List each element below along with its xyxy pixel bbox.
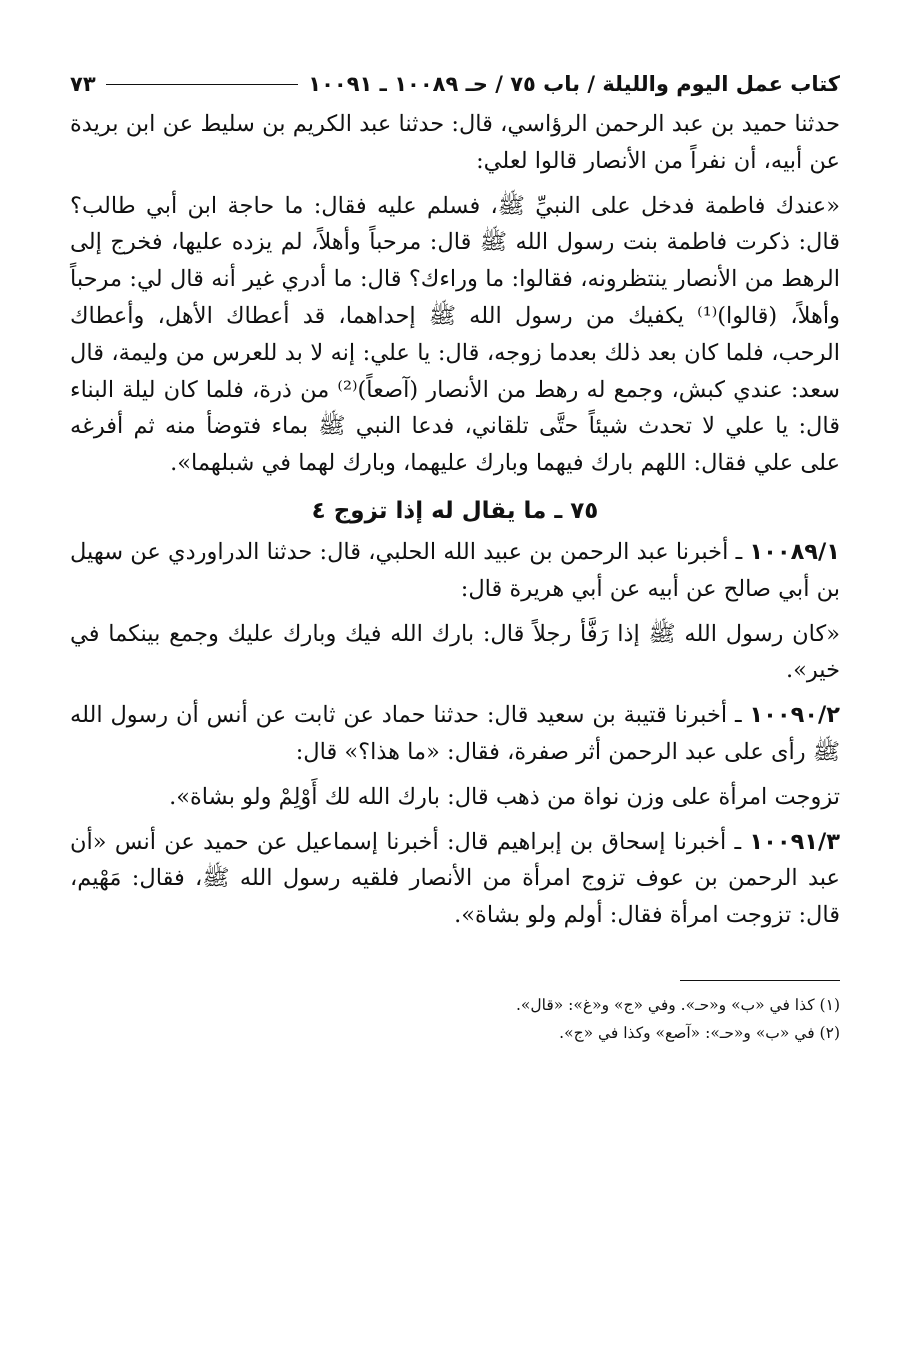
hadith-chain-text: ـ أخبرنا عبد الرحمن بن عبيد الله الحلبي، قال: حدثنا الدراوردي عن سهيل بن أبي صالح عن أبيه عن أبي هريرة قال: [70,538,840,602]
hadith-number: ١٠٠٩١/٣ [749,828,840,855]
hadith-chain [70,697,840,771]
hadith-chain-text: ـ أخبرنا إسحاق بن إبراهيم قال: أخبرنا إسماعيل عن حميد عن أنس «أن عبد الرحمن بن عوف تزوج امرأة من الأنصار فلقيه رسول الله ﷺ، فقال: مَهْيم، قال: تزوجت امرأة فقال: أولم ولو بشاة». [70,828,840,929]
hadith-text: تزوجت امرأة على وزن نواة من ذهب قال: بارك الله لك أَوْلِمْ ولو بشاة». [169,783,840,810]
intro-chain-paragraph: حدثنا حميد بن عبد الرحمن الرؤاسي، قال: حدثنا عبد الكريم بن سليط عن ابن بريدة عن أبيه، أن نفراً من الأنصار قالوا لعلي: [70,111,840,174]
hadith-entry [70,697,840,815]
hadith-chain [70,824,840,934]
section-heading: ٧٥ ـ ما يقال له إذا تزوج ٤ [311,497,599,524]
book-page [70,62,840,1047]
footnote: (٢) في «ب» و«حـ»: «آصع» وكذا في «ج». [559,1023,840,1042]
footnote: (١) كذا في «ب» و«حـ». وفي «ج» و«غ»: «قال». [515,995,840,1014]
intro-hadith-text: «عندك فاطمة فدخل على النبيِّ ﷺ، فسلم عليه فقال: ما حاجة ابن أبي طالب؟ قال: ذكرت فاطمة بنت رسول الله ﷺ قال: مرحباً وأهلاً، لم يزده عليها، فخرج إلى الرهط من الأنصار ينتظرونه، فقالوا: ما وراءك؟ قال: ما أدري غير أنه قال لي: مرحباً وأهلاً، (قالوا)⁽¹⁾ يكفيك من رسول الله ﷺ إحداهما، قد أعطاك الأهل، وأعطاك الرحب، فلما كان بعد ذلك بعدما زوجه، قال: يا علي: إنه لا بد للعرس من وليمة، قال سعد: عندي كبش، وجمع له رهط من الأنصار (آصعاً)⁽²⁾ من ذرة، فلما كان ليلة البناء قال: يا علي لا تحدث شيئاً حتَّى تلقاني، فدعا النبي ﷺ بماء فتوضأ منه ثم أفرغه على علي فقال: اللهم بارك فيهما وبارك عليهما، وبارك لهما في شبلهما». [70,192,840,477]
running-header [70,62,840,106]
hadith-entry [70,534,840,689]
hadith-entry [70,824,840,934]
header-title: كتاب عمل اليوم والليلة / باب ٧٥ / حـ ١٠٠٨٩ ـ ١٠٠٩١ [308,72,840,96]
hadith-number: ١٠٠٩٠/٢ [749,702,840,729]
page-number: ٧٣ [70,72,96,96]
hadith-chain-text: ـ أخبرنا قتيبة بن سعيد قال: حدثنا حماد عن ثابت عن أنس أن رسول الله ﷺ رأى على عبد الرحمن أثر صفرة، فقال: «ما هذا؟» قال: [70,702,840,765]
hadith-number: ١٠٠٨٩/١ [749,538,840,565]
footnote-rule [680,980,840,981]
hadith-chain [70,534,840,608]
header-rule [106,84,299,85]
hadith-text: «كان رسول الله ﷺ إذا رَفَّأ رجلاً قال: بارك الله فيك وبارك عليك وجمع بينكما في خير». [70,620,840,684]
